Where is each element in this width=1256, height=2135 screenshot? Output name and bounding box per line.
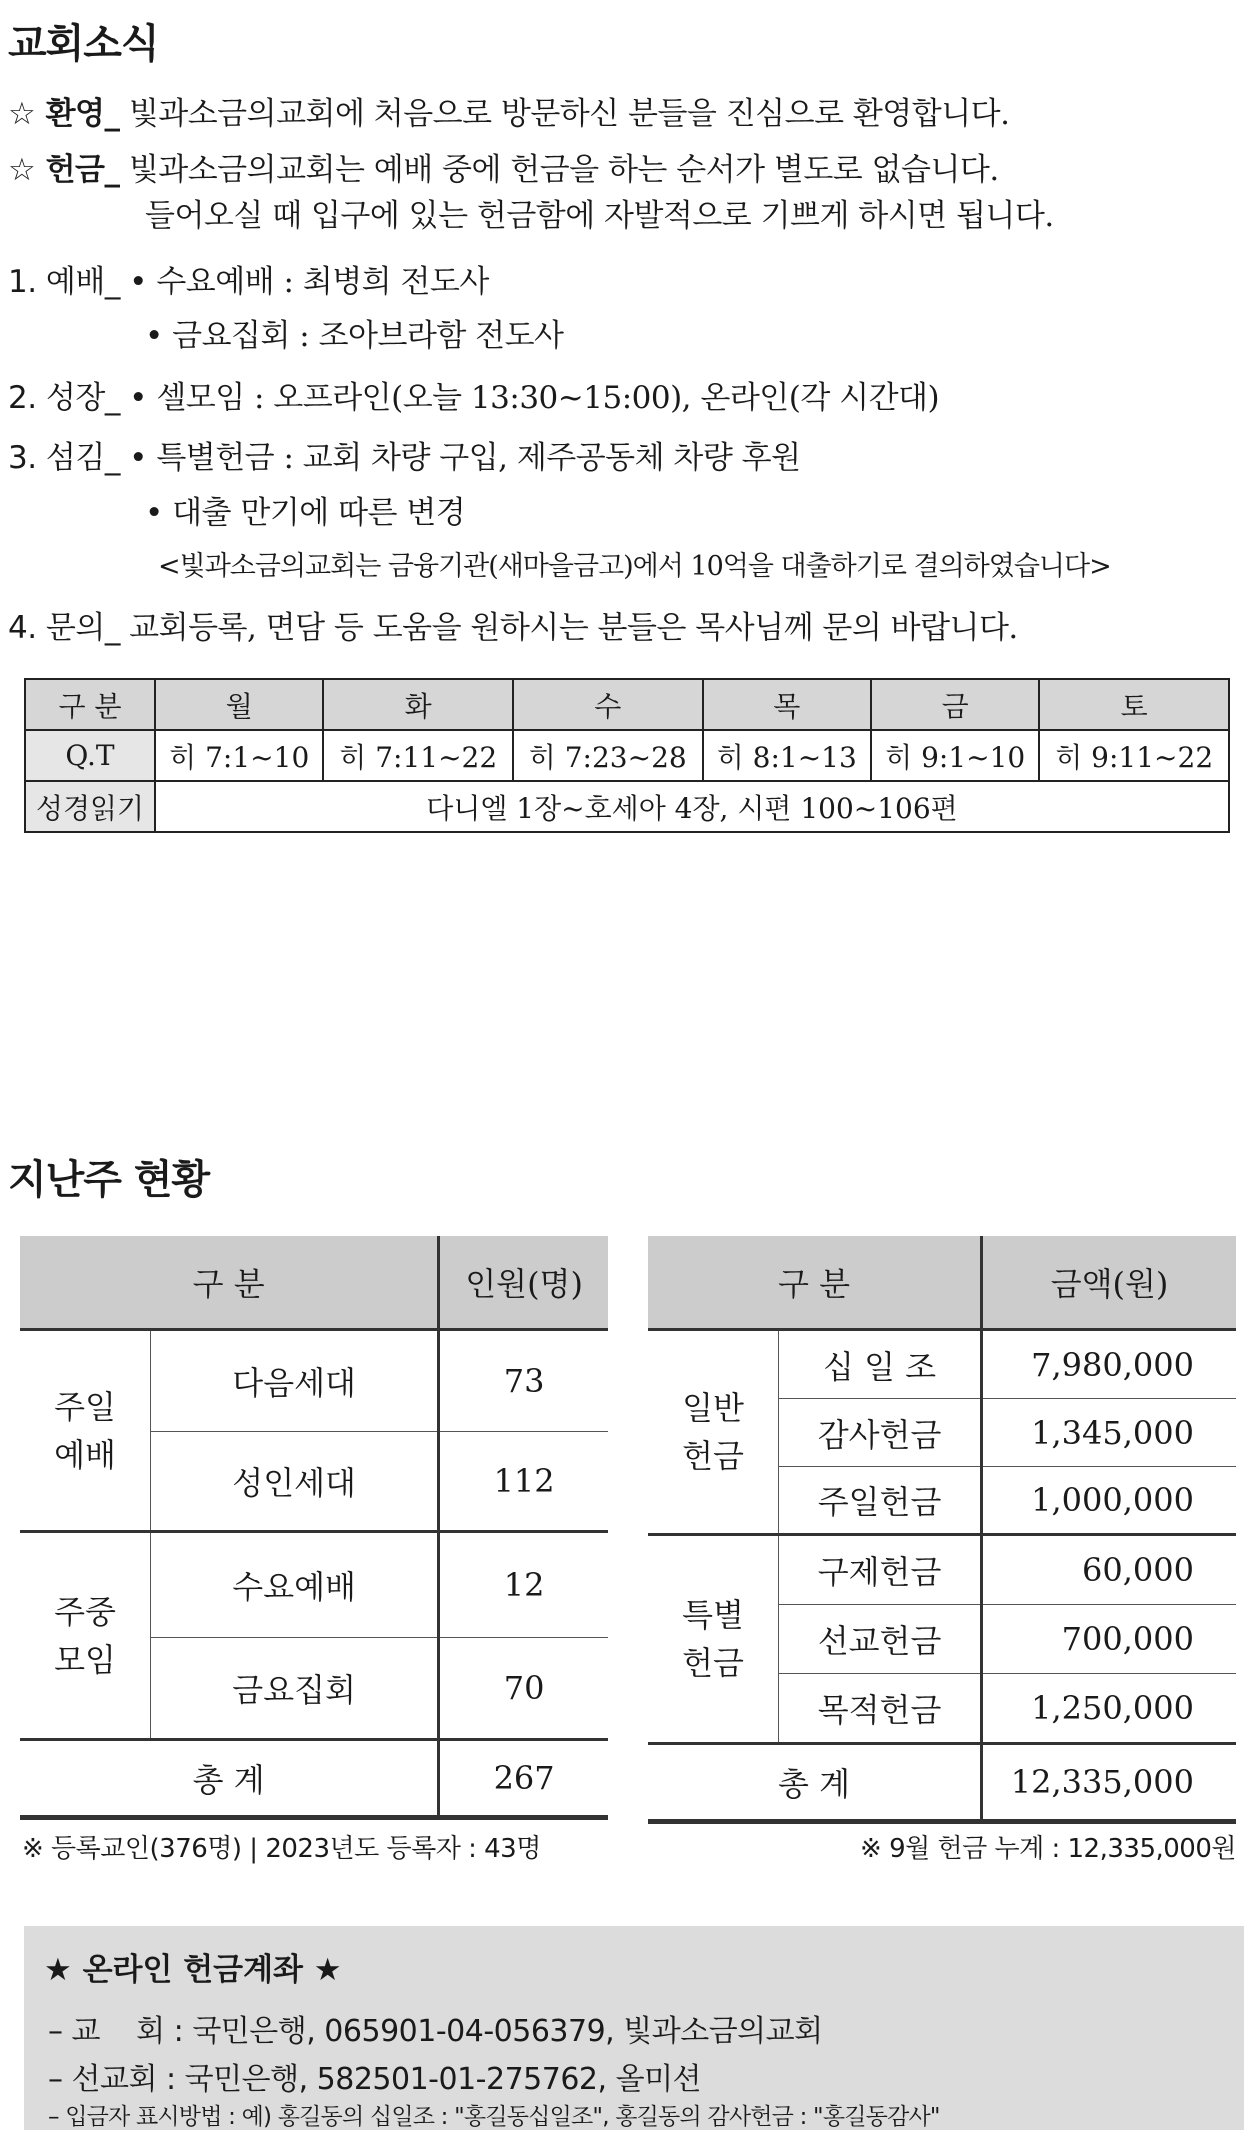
attendance-group-sunday-line-1: 주일 bbox=[54, 1387, 116, 1426]
worship-item-1: • 수요예배 : 최병희 전도사 bbox=[119, 264, 489, 300]
attendance-total-row bbox=[20, 1740, 608, 1818]
qt-thu: 히 8:1~13 bbox=[703, 730, 871, 781]
attendance-group-sunday bbox=[20, 1330, 151, 1532]
offering-value-thanks: 1,345,000 bbox=[982, 1399, 1236, 1467]
attendance-label-wednesday: 수요예배 bbox=[151, 1532, 439, 1638]
account-line-depositor: – 입금자 표시방법 : 예) 홍길동의 십일조 : "홍길동십일조", 홍길동의 감사헌금 : "홍길동감사" bbox=[48, 2104, 940, 2130]
news-title: 교회소식 bbox=[8, 21, 159, 67]
qt-header-label: 구 분 bbox=[25, 679, 155, 730]
offering-header-label: 구 분 bbox=[648, 1236, 982, 1330]
offering-group-general-line-1: 일반 bbox=[682, 1389, 744, 1427]
qt-table bbox=[24, 678, 1230, 833]
offering-total-label: 총 계 bbox=[648, 1744, 982, 1822]
inquiry-key: 4. 문의_ bbox=[8, 610, 120, 646]
offering-header-amount: 금액(원) bbox=[982, 1236, 1236, 1330]
offering-value-purpose: 1,250,000 bbox=[982, 1674, 1236, 1744]
offering-text-2: 들어오실 때 입구에 있는 헌금함에 자발적으로 기쁘게 하시면 됩니다. bbox=[145, 198, 1054, 234]
attendance-label-adult: 성인세대 bbox=[151, 1432, 439, 1532]
offering-total-row bbox=[648, 1744, 1236, 1822]
reading-label: 성경읽기 bbox=[25, 781, 155, 832]
inquiry-line bbox=[8, 602, 1018, 647]
attendance-label-friday: 금요집회 bbox=[151, 1638, 439, 1740]
serve-line bbox=[8, 432, 801, 477]
attendance-header-count: 인원(명) bbox=[439, 1236, 608, 1330]
offering-group-special-line-1: 특별 bbox=[682, 1596, 744, 1634]
offering-text-1: 빛과소금의교회는 예배 중에 헌금을 하는 순서가 별도로 없습니다. bbox=[119, 152, 999, 188]
attendance-value-wednesday: 12 bbox=[439, 1532, 608, 1638]
offering-label-tithe: 십 일 조 bbox=[779, 1330, 982, 1399]
account-line-church: – 교 회 : 국민은행, 065901-04-056379, 빛과소금의교회 bbox=[48, 2014, 823, 2049]
attendance-group-weekday bbox=[20, 1532, 151, 1740]
offering-line bbox=[8, 144, 999, 189]
qt-header-thu: 목 bbox=[703, 679, 871, 730]
offering-value-tithe: 7,980,000 bbox=[982, 1330, 1236, 1399]
qt-header-mon: 월 bbox=[155, 679, 323, 730]
offering-header-row bbox=[648, 1236, 1236, 1330]
account-line-mission: – 선교회 : 국민은행, 582501-01-275762, 올미션 bbox=[48, 2062, 702, 2097]
growth-item-1: • 셀모임 : 오프라인(오늘 13:30~15:00), 온라인(각 시간대) bbox=[119, 380, 940, 416]
welcome-key: ☆ 환영_ bbox=[8, 96, 120, 132]
attendance-row bbox=[20, 1330, 608, 1432]
account-box bbox=[24, 1926, 1244, 2130]
offering-label-purpose: 목적헌금 bbox=[779, 1674, 982, 1744]
inquiry-text: 교회등록, 면담 등 도움을 원하시는 분들은 목사님께 문의 바랍니다. bbox=[119, 610, 1018, 646]
qt-header-wed: 수 bbox=[513, 679, 703, 730]
offering-group-special bbox=[648, 1535, 779, 1744]
serve-item-1: • 특별헌금 : 교회 차량 구입, 제주공동체 차량 후원 bbox=[119, 440, 801, 476]
offering-value-mission: 700,000 bbox=[982, 1605, 1236, 1674]
attendance-header-label: 구 분 bbox=[20, 1236, 439, 1330]
qt-sat: 히 9:11~22 bbox=[1039, 730, 1229, 781]
offering-total-value: 12,335,000 bbox=[982, 1744, 1236, 1822]
offering-row bbox=[648, 1535, 1236, 1605]
attendance-table bbox=[20, 1236, 608, 1820]
qt-header-fri: 금 bbox=[871, 679, 1039, 730]
offering-group-general bbox=[648, 1330, 779, 1535]
qt-header-tue: 화 bbox=[323, 679, 513, 730]
offering-group-special-line-2: 헌금 bbox=[682, 1644, 744, 1682]
note-registered: ※ 등록교인(376명) | 2023년도 등록자 : 43명 bbox=[22, 1834, 541, 1864]
offering-label-thanks: 감사헌금 bbox=[779, 1399, 982, 1467]
offering-table bbox=[648, 1236, 1236, 1824]
welcome-line bbox=[8, 88, 1009, 133]
offering-label-sunday: 주일헌금 bbox=[779, 1467, 982, 1535]
note-monthly-total: ※ 9월 헌금 누계 : 12,335,000원 bbox=[860, 1834, 1236, 1864]
qt-row bbox=[25, 730, 1229, 781]
growth-key: 2. 성장_ bbox=[8, 380, 120, 416]
worship-item-2: • 금요집회 : 조아브라함 전도사 bbox=[145, 318, 564, 354]
attendance-value-friday: 70 bbox=[439, 1638, 608, 1740]
offering-key: ☆ 헌금_ bbox=[8, 152, 120, 188]
attendance-label-next-gen: 다음세대 bbox=[151, 1330, 439, 1432]
attendance-value-next-gen: 73 bbox=[439, 1330, 608, 1432]
qt-header-sat: 토 bbox=[1039, 679, 1229, 730]
attendance-header-row bbox=[20, 1236, 608, 1330]
qt-mon: 히 7:1~10 bbox=[155, 730, 323, 781]
worship-line bbox=[8, 256, 489, 301]
qt-fri: 히 9:1~10 bbox=[871, 730, 1039, 781]
attendance-total-value: 267 bbox=[439, 1740, 608, 1818]
qt-header-row bbox=[25, 679, 1229, 730]
serve-item-3: <빛과소금의교회는 금융기관(새마을금고)에서 10억을 대출하기로 결의하였습니다> bbox=[158, 551, 1111, 582]
offering-group-general-line-2: 헌금 bbox=[682, 1437, 744, 1475]
offering-value-relief: 60,000 bbox=[982, 1535, 1236, 1605]
offering-label-mission: 선교헌금 bbox=[779, 1605, 982, 1674]
attendance-value-adult: 112 bbox=[439, 1432, 608, 1532]
account-title: ★ 온라인 헌금계좌 ★ bbox=[44, 1952, 342, 1988]
attendance-group-weekday-line-1: 주중 bbox=[54, 1592, 116, 1631]
reading-row bbox=[25, 781, 1229, 832]
welcome-text: 빛과소금의교회에 처음으로 방문하신 분들을 진심으로 환영합니다. bbox=[119, 96, 1010, 132]
last-week-title: 지난주 현황 bbox=[8, 1157, 210, 1203]
reading-value: 다니엘 1장~호세아 4장, 시편 100~106편 bbox=[155, 781, 1229, 832]
offering-value-sunday: 1,000,000 bbox=[982, 1467, 1236, 1535]
growth-line bbox=[8, 372, 939, 417]
serve-key: 3. 섬김_ bbox=[8, 440, 120, 476]
qt-label: Q.T bbox=[25, 730, 155, 781]
attendance-total-label: 총 계 bbox=[20, 1740, 439, 1818]
attendance-group-sunday-line-2: 예배 bbox=[54, 1435, 116, 1474]
offering-row bbox=[648, 1330, 1236, 1399]
worship-key: 1. 예배_ bbox=[8, 264, 120, 300]
qt-wed: 히 7:23~28 bbox=[513, 730, 703, 781]
attendance-group-weekday-line-2: 모임 bbox=[54, 1640, 116, 1679]
attendance-row bbox=[20, 1532, 608, 1638]
serve-item-2: • 대출 만기에 따른 변경 bbox=[145, 495, 466, 531]
qt-tue: 히 7:11~22 bbox=[323, 730, 513, 781]
offering-label-relief: 구제헌금 bbox=[779, 1535, 982, 1605]
